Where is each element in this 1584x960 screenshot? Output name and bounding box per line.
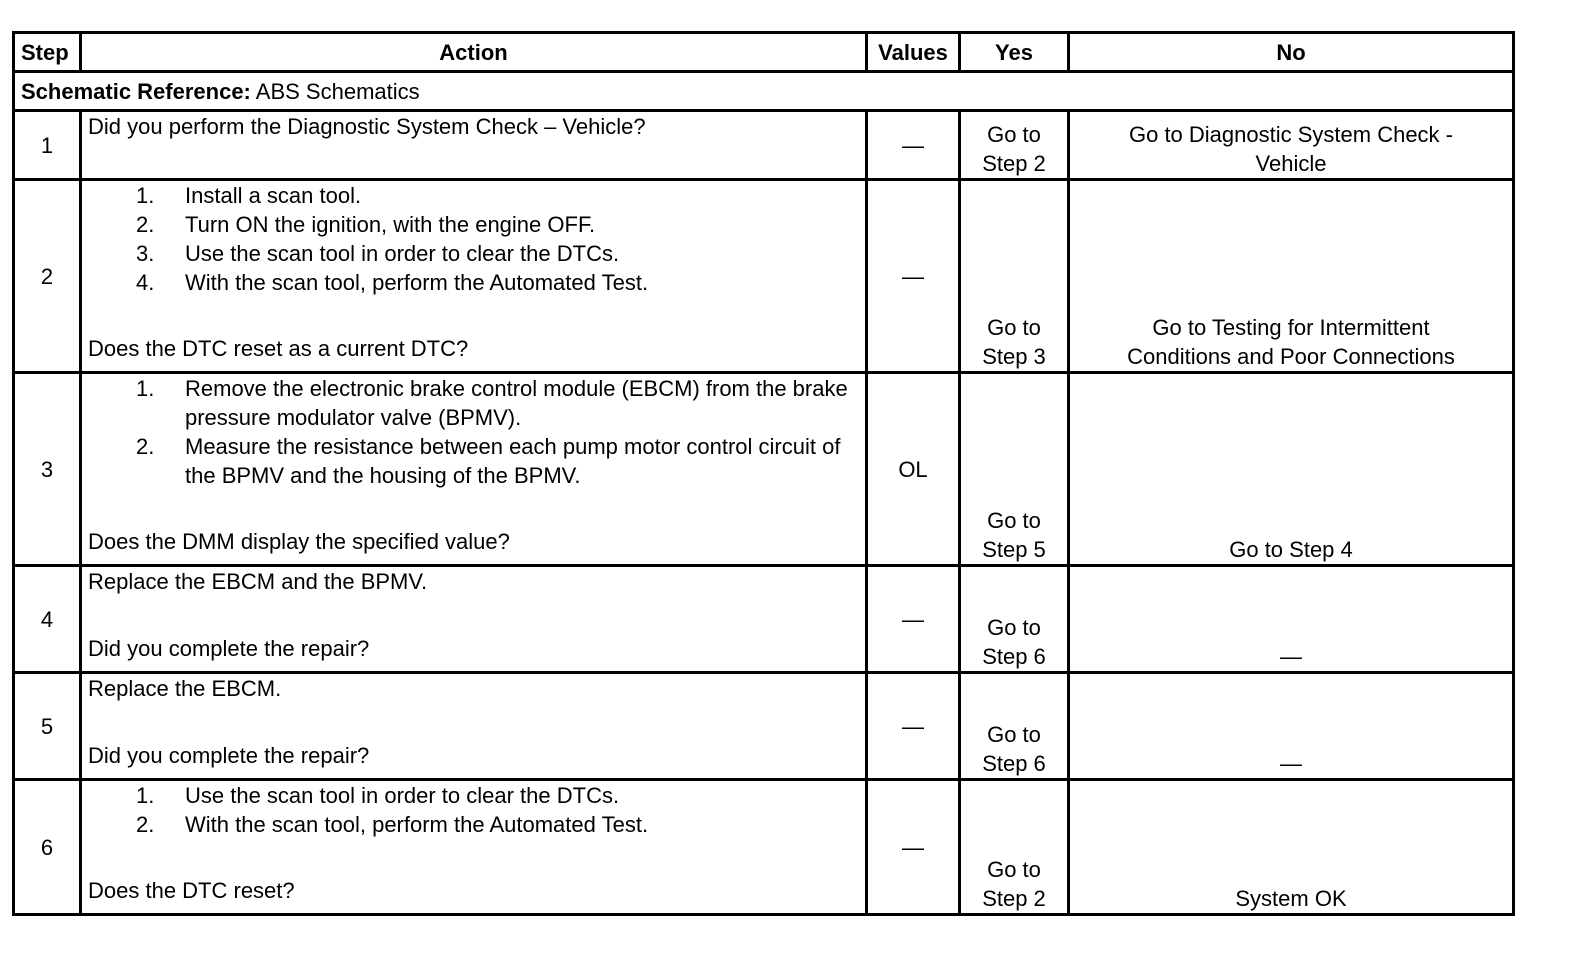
header-row bbox=[14, 33, 1514, 72]
table-row bbox=[14, 111, 1514, 180]
no-cell bbox=[1069, 373, 1514, 566]
yes-line: Step 2 bbox=[982, 151, 1046, 176]
table-row bbox=[14, 180, 1514, 373]
yes-line: Step 6 bbox=[982, 644, 1046, 669]
question-text: Does the DMM display the specified value? bbox=[88, 529, 510, 554]
yes-header: Yes bbox=[960, 33, 1069, 72]
no-line: Go to Testing for Intermittent bbox=[1152, 315, 1430, 340]
action-cell bbox=[81, 373, 867, 566]
no-line: — bbox=[1280, 644, 1302, 669]
yes-line: Go to bbox=[987, 857, 1041, 882]
action-cell bbox=[81, 673, 867, 780]
question-text: Does the DTC reset as a current DTC? bbox=[88, 336, 469, 361]
yes-cell bbox=[960, 780, 1069, 915]
step-number: 1 bbox=[14, 111, 81, 180]
step-number: 3 bbox=[14, 373, 81, 566]
yes-cell bbox=[960, 373, 1069, 566]
table-row bbox=[14, 780, 1514, 915]
no-line: System OK bbox=[1235, 886, 1347, 911]
action-cell bbox=[81, 566, 867, 673]
schematic-reference-row bbox=[14, 72, 1514, 111]
schematic-reference-label: Schematic Reference: bbox=[21, 78, 251, 104]
value-cell: — bbox=[867, 780, 960, 915]
no-line: Go to Step 4 bbox=[1229, 537, 1353, 562]
table-row bbox=[14, 373, 1514, 566]
step-number: 2 bbox=[14, 180, 81, 373]
value-cell: OL bbox=[867, 373, 960, 566]
question-text: Does the DTC reset? bbox=[88, 878, 295, 903]
list-item: 2. With the scan tool, perform the Automated Test. bbox=[136, 812, 649, 837]
yes-cell bbox=[960, 180, 1069, 373]
action-cell bbox=[81, 780, 867, 915]
no-cell bbox=[1069, 673, 1514, 780]
yes-line: Step 2 bbox=[982, 886, 1046, 911]
action-cell bbox=[81, 180, 867, 373]
question-text: Did you complete the repair? bbox=[88, 636, 370, 661]
yes-line: Go to bbox=[987, 722, 1041, 747]
value-cell: — bbox=[867, 111, 960, 180]
no-cell bbox=[1069, 180, 1514, 373]
action-header: Action bbox=[81, 33, 867, 72]
values-header: Values bbox=[867, 33, 960, 72]
no-cell bbox=[1069, 111, 1514, 180]
no-line: — bbox=[1280, 751, 1302, 776]
instruction-list bbox=[88, 781, 859, 839]
table-row bbox=[14, 566, 1514, 673]
yes-line: Go to bbox=[987, 315, 1041, 340]
no-header: No bbox=[1069, 33, 1514, 72]
yes-cell bbox=[960, 111, 1069, 180]
table-row bbox=[14, 673, 1514, 780]
step-number: 4 bbox=[14, 566, 81, 673]
instruction-list bbox=[88, 181, 859, 297]
question-text: Did you perform the Diagnostic System Check – Vehicle? bbox=[88, 114, 646, 139]
action-text: Replace the EBCM. bbox=[88, 676, 282, 701]
yes-line: Go to bbox=[987, 615, 1041, 640]
no-line: Go to Diagnostic System Check - bbox=[1128, 122, 1453, 147]
yes-line: Go to bbox=[987, 122, 1041, 147]
list-item: 2. Measure the resistance between each pump motor control circuit of the BPMV and the housing of the BPMV. bbox=[136, 434, 841, 488]
no-line: Conditions and Poor Connections bbox=[1127, 344, 1455, 369]
step-number: 6 bbox=[14, 780, 81, 915]
list-item: 3. Use the scan tool in order to clear the DTCs. bbox=[136, 241, 620, 266]
value-cell: — bbox=[867, 180, 960, 373]
no-cell bbox=[1069, 780, 1514, 915]
list-item: 1. Remove the electronic brake control module (EBCM) from the brake pressure modulator valve (BPMV). bbox=[136, 376, 848, 430]
yes-line: Step 6 bbox=[982, 751, 1046, 776]
no-cell bbox=[1069, 566, 1514, 673]
list-item: 2. Turn ON the ignition, with the engine OFF. bbox=[136, 212, 596, 237]
yes-cell bbox=[960, 566, 1069, 673]
action-text: Replace the EBCM and the BPMV. bbox=[88, 569, 428, 594]
yes-line: Step 5 bbox=[982, 537, 1046, 562]
instruction-list bbox=[88, 374, 859, 490]
value-cell: — bbox=[867, 673, 960, 780]
no-line: Vehicle bbox=[1255, 151, 1327, 176]
value-cell: — bbox=[867, 566, 960, 673]
list-item: 4. With the scan tool, perform the Automated Test. bbox=[136, 270, 649, 295]
step-header: Step bbox=[14, 33, 81, 72]
diagnostic-table bbox=[12, 31, 1515, 916]
list-item: 1. Use the scan tool in order to clear the DTCs. bbox=[136, 783, 620, 808]
step-number: 5 bbox=[14, 673, 81, 780]
question-text: Did you complete the repair? bbox=[88, 743, 370, 768]
yes-cell bbox=[960, 673, 1069, 780]
yes-line: Step 3 bbox=[982, 344, 1046, 369]
action-cell bbox=[81, 111, 867, 180]
list-item: 1. Install a scan tool. bbox=[136, 183, 362, 208]
yes-line: Go to bbox=[987, 508, 1041, 533]
schematic-reference-value: ABS Schematics bbox=[255, 78, 420, 104]
